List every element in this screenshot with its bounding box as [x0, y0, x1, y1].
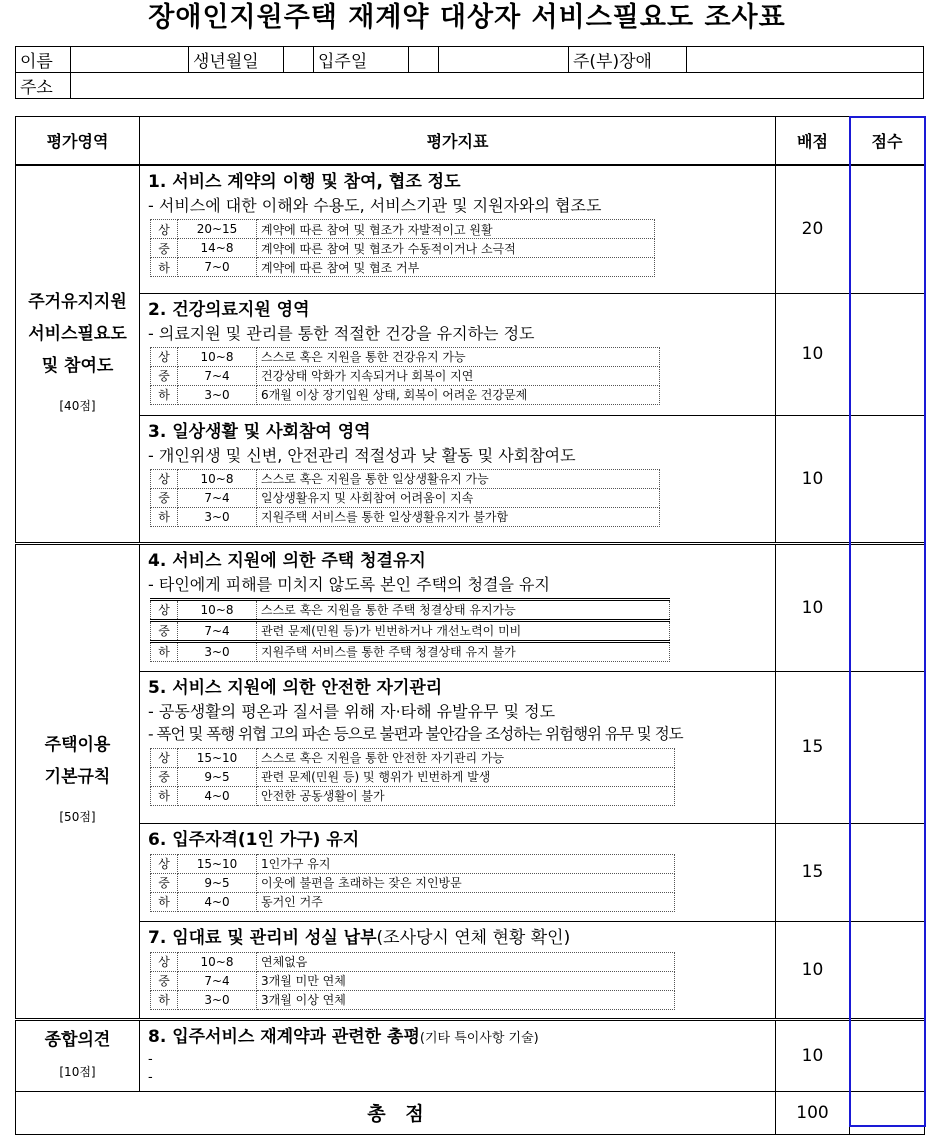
score-field-5[interactable]	[850, 671, 925, 823]
header-points: 배점	[776, 117, 850, 166]
grade-level: 하	[151, 892, 178, 911]
points-5: 15	[776, 671, 850, 823]
grade-description: 연체없음	[257, 952, 675, 971]
grade-level: 상	[151, 469, 178, 488]
grade-description: 관련 문제(민원 등) 및 행위가 빈번하게 발생	[257, 767, 675, 786]
grade-level: 상	[151, 599, 178, 620]
grade-range: 10~8	[178, 599, 257, 620]
points-4: 10	[776, 543, 850, 671]
grade-range: 3~0	[178, 507, 257, 526]
area-residential: 주거유지지원 서비스필요도 및 참여도 [40점]	[16, 165, 140, 543]
grade-description: 건강상태 악화가 지속되거나 회복이 지연	[257, 366, 660, 385]
area-points: [10점]	[59, 1064, 96, 1079]
name-label: 이름	[16, 47, 71, 73]
grade-range: 10~8	[178, 347, 257, 366]
grade-description: 3개월 이상 연체	[257, 990, 675, 1009]
address-field[interactable]	[71, 73, 924, 99]
grade-table-1	[150, 219, 655, 277]
grade-table-3	[150, 469, 660, 527]
grade-description: 스스로 혹은 지원을 통한 안전한 자기관리 가능	[257, 748, 675, 767]
grade-range: 3~0	[178, 385, 257, 404]
grade-description: 지원주택 서비스를 통한 일상생활유지가 불가함	[257, 507, 660, 526]
grade-range: 10~8	[178, 952, 257, 971]
grade-range: 9~5	[178, 873, 257, 892]
page-title: 장애인지원주택 재계약 대상자 서비스필요도 조사표	[148, 2, 786, 33]
evaluation-table	[15, 116, 925, 1135]
points-3: 10	[776, 415, 850, 543]
entry-date-label: 입주일	[314, 47, 409, 73]
area-points: [50점]	[59, 810, 96, 824]
points-8: 10	[776, 1019, 850, 1091]
grade-range: 7~4	[178, 620, 257, 641]
grade-level: 하	[151, 507, 178, 526]
grade-level: 중	[151, 971, 178, 990]
indicator-7: 7. 임대료 및 관리비 성실 납부(조사당시 연체 현황 확인) 상 10~8 연체없음 중 7~4 3개월 미만 연체 하 3~0 3개월 이상 연체	[140, 921, 776, 1019]
birth-label: 생년월일	[189, 47, 284, 73]
grade-range: 3~0	[178, 641, 257, 661]
grade-range: 20~15	[178, 220, 257, 239]
grade-range: 7~4	[178, 971, 257, 990]
area-housing-rules: 주택이용 기본규칙 [50점]	[16, 543, 140, 1019]
total-label: 총 점	[16, 1091, 776, 1134]
grade-range: 9~5	[178, 767, 257, 786]
grade-range: 15~10	[178, 748, 257, 767]
grade-description: 1인가구 유지	[257, 854, 675, 873]
grade-level: 하	[151, 385, 178, 404]
grade-table-2	[150, 347, 660, 405]
grade-range: 4~0	[178, 892, 257, 911]
grade-level: 중	[151, 620, 178, 641]
grade-level: 중	[151, 767, 178, 786]
grade-description: 스스로 혹은 지원을 통한 일상생활유지 가능	[257, 469, 660, 488]
grade-level: 중	[151, 239, 178, 258]
grade-description: 스스로 혹은 지원을 통한 건강유지 가능	[257, 347, 660, 366]
grade-description: 6개월 이상 장기입원 상태, 회복이 어려운 건강문제	[257, 385, 660, 404]
grade-description: 계약에 따른 참여 및 협조 거부	[257, 258, 655, 277]
entry-date-field[interactable]	[409, 47, 439, 73]
grade-level: 하	[151, 258, 178, 277]
indicator-6: 6. 입주자격(1인 가구) 유지 상 15~10 1인가구 유지 중 9~5 이웃에 불편을 초래하는 잦은 지인방문 하 4~0 동거인 거주	[140, 823, 776, 921]
grade-description: 이웃에 불편을 초래하는 잦은 지인방문	[257, 873, 675, 892]
grade-level: 하	[151, 786, 178, 805]
indicator-3: 3. 일상생활 및 사회참여 영역 - 개인위생 및 신변, 안전관리 적절성과 낮 활동 및 사회참여도 상 10~8 스스로 혹은 지원을 통한 일상생활유지 가능 중 7~4 일상생활유지 및 사회참여 어려움이 지속 하 3~0 지원주택 서비스를 통한 일상생활유지가 불가함	[140, 415, 776, 543]
score-field-3[interactable]	[850, 415, 925, 543]
grade-table-6	[150, 854, 675, 912]
header-indicator: 평가지표	[140, 117, 776, 166]
disability-label: 주(부)장애	[569, 47, 687, 73]
indicator-2: 2. 건강의료지원 영역 - 의료지원 및 관리를 통한 적절한 건강을 유지하는 정도 상 10~8 스스로 혹은 지원을 통한 건강유지 가능 중 7~4 건강상태 악화가 지속되거나 회복이 지연 하 3~0 6개월 이상 장기입원 상태, 회복이 어려운 건강문제	[140, 293, 776, 415]
grade-range: 7~4	[178, 488, 257, 507]
area-points: [40점]	[59, 398, 96, 413]
address-label: 주소	[16, 73, 71, 99]
score-field-8[interactable]	[850, 1019, 925, 1091]
grade-description: 안전한 공동생활이 불가	[257, 786, 675, 805]
grade-description: 일상생활유지 및 사회참여 어려움이 지속	[257, 488, 660, 507]
grade-level: 하	[151, 990, 178, 1009]
grade-description: 계약에 따른 참여 및 협조가 수동적이거나 소극적	[257, 239, 655, 258]
indicator-1: 1. 서비스 계약의 이행 및 참여, 협조 정도 - 서비스에 대한 이해와 수용도, 서비스기관 및 지원자와의 협조도 상 20~15 계약에 따른 참여 및 협조가 자발적이고 원활 중 14~8 계약에 따른 참여 및 협조가 수동적이거나 소극적 하 7~0 계약에 따른 참여 및 협조 거부	[140, 165, 776, 293]
grade-description: 관련 문제(민원 등)가 빈번하거나 개선노력이 미비	[257, 620, 670, 641]
grade-level: 상	[151, 748, 178, 767]
grade-description: 스스로 혹은 지원을 통한 주택 청결상태 유지가능	[257, 599, 670, 620]
points-7: 10	[776, 921, 850, 1019]
header-area: 평가영역	[16, 117, 140, 166]
grade-range: 10~8	[178, 469, 257, 488]
points-2: 10	[776, 293, 850, 415]
grade-range: 7~4	[178, 366, 257, 385]
grade-level: 중	[151, 366, 178, 385]
score-field-1[interactable]	[850, 165, 925, 293]
entry-date-field-2[interactable]	[439, 47, 569, 73]
name-field[interactable]	[71, 47, 189, 73]
grade-level: 상	[151, 952, 178, 971]
points-6: 15	[776, 823, 850, 921]
grade-range: 14~8	[178, 239, 257, 258]
grade-range: 4~0	[178, 786, 257, 805]
grade-range: 15~10	[178, 854, 257, 873]
grade-description: 3개월 미만 연체	[257, 971, 675, 990]
indicator-8: 8. 입주서비스 재계약과 관련한 총평(기타 특이사항 기술) - -	[140, 1019, 776, 1091]
personal-info-table	[15, 46, 924, 99]
birth-field[interactable]	[284, 47, 314, 73]
indicator-4: 4. 서비스 지원에 의한 주택 청결유지 - 타인에게 피해를 미치지 않도록 본인 주택의 청결을 유지 상 10~8 스스로 혹은 지원을 통한 주택 청결상태 유지가능 중 7~4 관련 문제(민원 등)가 빈번하거나 개선노력이 미비 하 3~0 지원주택 서비스를 통한 주택 청결상태 유지 불가	[140, 543, 776, 671]
grade-level: 상	[151, 854, 178, 873]
grade-table-4	[150, 598, 670, 662]
grade-range: 7~0	[178, 258, 257, 277]
score-field-6[interactable]	[850, 823, 925, 921]
header-score: 점수	[850, 117, 925, 166]
grade-level: 하	[151, 641, 178, 661]
grade-level: 상	[151, 347, 178, 366]
grade-level: 중	[151, 488, 178, 507]
indicator-5: 5. 서비스 지원에 의한 안전한 자기관리 - 공동생활의 평온과 질서를 위해 자·타해 유발유무 및 정도 - 폭언 및 폭행 위협 고의 파손 등으로 불편과 불안감을 조성하는 위험행위 유무 및 정도 상 15~10 스스로 혹은 지원을 통한 안전한 자기관리 가능 중 9~5 관련 문제(민원 등) 및 행위가 빈번하게 발생 하 4~0 안전한 공동생활이 불가	[140, 671, 776, 823]
points-1: 20	[776, 165, 850, 293]
total-points: 100	[776, 1091, 850, 1134]
grade-level: 중	[151, 873, 178, 892]
grade-range: 3~0	[178, 990, 257, 1009]
area-overall-opinion: 종합의견 [10점]	[16, 1019, 140, 1091]
score-field-7[interactable]	[850, 921, 925, 1019]
grade-table-5	[150, 748, 675, 806]
total-score-field[interactable]	[850, 1091, 925, 1134]
score-field-2[interactable]	[850, 293, 925, 415]
grade-level: 상	[151, 220, 178, 239]
grade-description: 계약에 따른 참여 및 협조가 자발적이고 원활	[257, 220, 655, 239]
grade-description: 동거인 거주	[257, 892, 675, 911]
score-field-4[interactable]	[850, 543, 925, 671]
grade-description: 지원주택 서비스를 통한 주택 청결상태 유지 불가	[257, 641, 670, 661]
disability-field[interactable]	[687, 47, 924, 73]
grade-table-7	[150, 952, 675, 1010]
